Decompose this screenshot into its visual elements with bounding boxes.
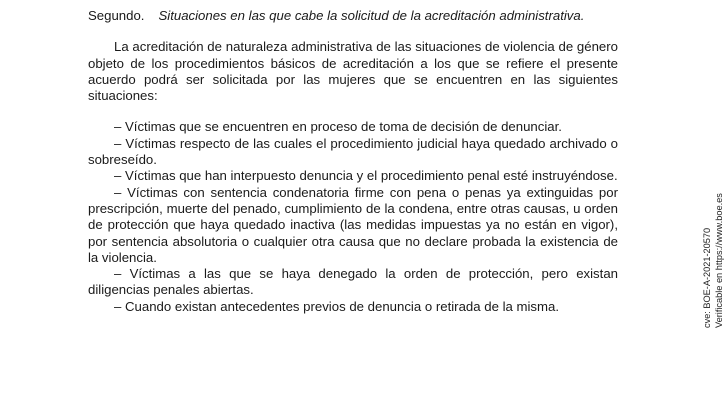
list-item: – Víctimas que han interpuesto denuncia y el procedimiento penal esté instruyéndose. <box>114 168 618 184</box>
list-item: – Víctimas a las que se haya denegado la orden de protección, pero existan diligencias penales abiertas. <box>88 266 618 298</box>
section-number: Segundo. <box>88 8 145 23</box>
section-title: Situaciones en las que cabe la solicitud de la acreditación administrativa. <box>158 8 585 23</box>
list-item: – Cuando existan antecedentes previos de denuncia o retirada de la misma. <box>114 298 559 314</box>
list-item: – Víctimas respecto de las cuales el procedimiento judicial haya quedado archivado o sobreseído. <box>88 135 618 168</box>
cve-code: cve: BOE-A-2021-20570 <box>702 227 712 328</box>
section-heading <box>88 8 618 24</box>
list-item: – Víctimas que se encuentren en proceso de toma de decisión de denunciar. <box>114 119 562 135</box>
intro-paragraph: La acreditación de naturaleza administrativa de las situaciones de violencia de género objeto de los procedimientos básicos de acreditación a los que se refiere el presente acuerdo podrá ser solicitada por las mujeres que se encuentren en las siguientes situaciones: <box>88 39 618 104</box>
list-item: – Víctimas con sentencia condenatoria firme con pena o penas ya extinguidas por prescripción, muerte del penado, cumplimiento de la condena, entre otras causas, u orden de protección que haya quedado inactiva (las medidas impuestas ya no están en vigor), por sentencia absolutoria o cualquier otra causa que no declare probada la existencia de la violencia. <box>88 184 618 265</box>
document-body <box>88 8 618 315</box>
verification-link[interactable]: Verificable en https://www.boe.es <box>713 193 724 328</box>
sidebar-text <box>702 193 725 328</box>
